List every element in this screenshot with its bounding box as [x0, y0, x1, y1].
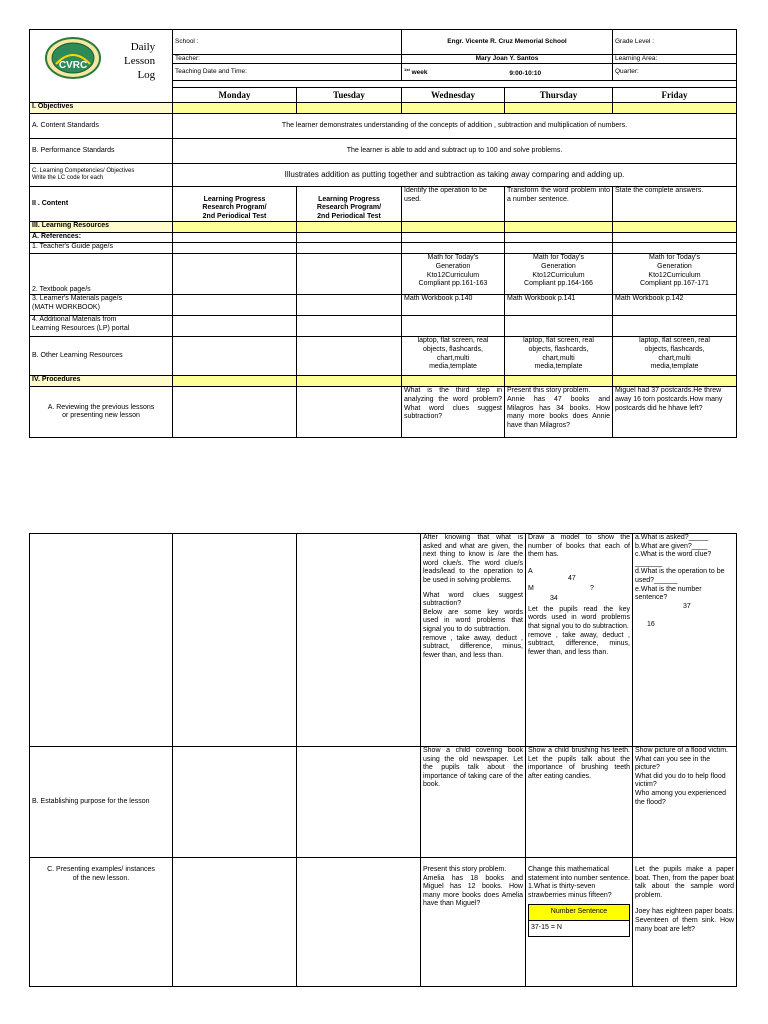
continuation-thursday-2: Let the pupils read the key words used in word problems that signal you to do subtraction. remove , take away, deduct , subtract, difference, minus, fewer than, and less than. — [528, 605, 630, 656]
presenting-friday — [633, 858, 737, 987]
day-monday: Monday — [173, 88, 297, 103]
section-procedures: IV. Procedures — [30, 376, 173, 387]
model-m-label: M — [528, 584, 534, 592]
model-a-label: A — [528, 567, 533, 575]
presenting-label: C. Presenting examples/ instances of the new lesson. — [30, 858, 173, 987]
continuation-friday — [633, 534, 737, 747]
title-line: Lesson — [124, 55, 156, 67]
teachers-guide-label: 1. Teacher's Guide page/s — [30, 243, 173, 254]
textbook-wednesday: Math for Today's Generation Kto12Curriculum Compliant pp.161-163 — [402, 254, 505, 295]
content-friday: State the complete answers. — [613, 187, 737, 222]
grade-label: Grade Level : — [613, 30, 737, 55]
learners-materials-friday: Math Workbook p.142 — [613, 295, 737, 316]
number-sentence-value: 37-15 = N — [531, 923, 562, 931]
day-tuesday: Tuesday — [297, 88, 402, 103]
week-sup: 1st — [404, 67, 410, 73]
model-a-value: 47 — [568, 574, 576, 582]
reviewing-wednesday: What is the third step in analyzing the word problem? What word clues suggest subtraction? — [402, 387, 505, 438]
content-tuesday-text: Learning Progress Research Program/ 2nd Periodical Test — [316, 195, 382, 220]
other-resources-wednesday: laptop, flat screen, real objects, flashcards, chart,multi media,template — [402, 337, 505, 376]
date-label: Teaching Date and Time: — [173, 64, 402, 81]
reviewing-label: A. Reviewing the previous lessons or presenting new lesson — [30, 387, 173, 438]
competencies-label: C. Learning Competencies/ Objectives Write the LC code for each — [30, 164, 173, 187]
performance-standards-label: B. Performance Standards — [30, 139, 173, 164]
presenting-friday-2: Joey has eighteen paper boats. Seventeen of them sink. How many boat are left? — [635, 908, 734, 933]
textbook-label: 2. Textbook page/s — [30, 254, 173, 295]
day-thursday: Thursday — [505, 88, 613, 103]
continuation-thursday-1: Draw a model to show the number of books that each of them has. — [528, 534, 630, 559]
school-label: School : — [173, 30, 402, 55]
content-label: II . Content — [30, 187, 173, 222]
friday-value-37: 37 — [683, 602, 691, 610]
friday-question-c-line: _______ — [635, 559, 663, 567]
content-tuesday — [297, 187, 402, 222]
week-label: week — [411, 69, 428, 77]
section-resources: III. Learning Resources — [30, 222, 173, 233]
area-label: Learning Area: — [613, 55, 737, 64]
day-wednesday: Wednesday — [402, 88, 505, 103]
content-standards-text: The learner demonstrates understanding of the concepts of addition , subtraction and multiplication of numbers. — [173, 114, 737, 139]
content-monday — [173, 187, 297, 222]
lesson-log-table-top — [29, 29, 737, 438]
additional-materials-label: 4. Additional Materials from Learning Resources (LP) portal — [30, 316, 173, 337]
school-logo-icon — [44, 36, 102, 80]
establishing-friday: Show picture of a flood victim. What can you see in the picture? What did you do to help flood victim? Who among you experienced the flood? — [633, 747, 737, 858]
lesson-log-table-bottom — [29, 533, 737, 987]
friday-question-b: b.What are given?____ — [635, 542, 708, 550]
model-question: ? — [590, 584, 594, 592]
friday-question-a: a.What is asked?_____ — [635, 534, 709, 541]
presenting-friday-1: Let the pupils make a paper boat. Then, from the paper boat talk about the sample word problem. — [635, 866, 734, 899]
friday-value-16: 16 — [647, 621, 655, 629]
other-resources-thursday: laptop, flat screen, real objects, flashcards, chart,multi media,template — [505, 337, 613, 376]
continuation-wednesday-1: After knowing that what is asked and what are given, the next thing to know is /are the word clue/s. The word clue/s leads/lead to the operation to be used in solving problems. — [423, 534, 523, 584]
learners-materials-thursday: Math Workbook p.141 — [505, 295, 613, 316]
content-monday-text: Learning Progress Research Program/ 2nd Periodical Test — [202, 195, 267, 220]
title-line: Log — [137, 69, 156, 81]
content-thursday: Transform the word problem into a number sentence. — [505, 187, 613, 222]
model-m-value: 34 — [550, 594, 558, 602]
textbook-friday: Math for Today's Generation Kto12Curriculum Compliant pp.167-171 — [613, 254, 737, 295]
establishing-wednesday: Show a child covering book using the old newspaper. Let the pupils talk about the importance of taking care of the book. — [421, 747, 526, 858]
establishing-thursday: Show a child brushing his teeth. Let the pupils talk about the importance of brushing teeth after eating candies. — [526, 747, 633, 858]
daily-lesson-log-title — [124, 40, 155, 82]
friday-question-d: d.What is the operation to be used?______ — [635, 568, 725, 584]
friday-question-e: e.What is the number sentence? — [635, 585, 702, 602]
quarter-label: Quarter: — [613, 64, 737, 81]
logo-text: CVRC — [58, 60, 88, 71]
friday-question-c: c.What is the word clue? — [635, 551, 712, 559]
other-resources-label: B. Other Learning Resources — [30, 337, 173, 376]
textbook-thursday: Math for Today's Generation Kto12Curriculum Compliant pp.164-166 — [505, 254, 613, 295]
book-model — [528, 566, 630, 602]
section-objectives: I. Objectives — [30, 103, 173, 114]
day-friday: Friday — [613, 88, 737, 103]
learners-materials-wednesday: Math Workbook p.140 — [402, 295, 505, 316]
number-sentence-header: Number Sentence — [529, 905, 629, 921]
presenting-wednesday: Present this story problem. Amelia has 18 books and Miguel has 12 books. How many more books does Amelia have than Miguel? — [421, 858, 526, 987]
spacer-row — [173, 81, 737, 88]
other-resources-friday: laptop, flat screen, real objects, flashcards, chart,multi media,template — [613, 337, 737, 376]
presenting-thursday-text: Change this mathematical statement into number sentence. 1.What is thirty-seven strawberries minus fifteen? — [528, 866, 630, 899]
school-value: Engr. Vicente R. Cruz Memorial School — [402, 30, 613, 55]
performance-standards-text: The learner is able to add and subtract up to 100 and solve problems. — [173, 139, 737, 164]
reviewing-friday: Miguel had 37 postcards.He threw away 16 torn postcards.How many postcards did he hhave left? — [613, 387, 737, 438]
learners-materials-label: 3. Learner's Materials page/s (MATH WORKBOOK) — [30, 295, 173, 316]
continuation-wednesday-2: What word clues suggest subtraction? Below are some key words used in word problems that signal you to do subtraction. remove , take away, deduct , subtract, difference, minus, fewer than, and less than. — [423, 591, 523, 659]
number-sentence-box — [528, 904, 630, 936]
week-time — [402, 64, 613, 81]
header-logo-cell — [30, 30, 173, 103]
content-wednesday: Identify the operation to be used. — [402, 187, 505, 222]
references-label: A. References: — [30, 233, 173, 243]
title-line: Daily — [130, 41, 156, 53]
continuation-wednesday — [421, 534, 526, 747]
content-standards-label: A. Content Standards — [30, 114, 173, 139]
teacher-value: Mary Joan Y. Santos — [402, 55, 613, 64]
continuation-thursday — [526, 534, 633, 747]
presenting-thursday — [526, 858, 633, 987]
establishing-label: B. Establishing purpose for the lesson — [30, 747, 173, 858]
competencies-text: Illustrates addition as putting together and subtraction as taking away comparing and adding up. — [173, 164, 737, 187]
teacher-label: Teacher: — [173, 55, 402, 64]
time-value: 9:00-10:10 — [509, 69, 542, 77]
reviewing-thursday: Present this story problem. Annie has 47 books and Milagros has 34 books. How many more books does Annie have than Milagros? — [505, 387, 613, 438]
